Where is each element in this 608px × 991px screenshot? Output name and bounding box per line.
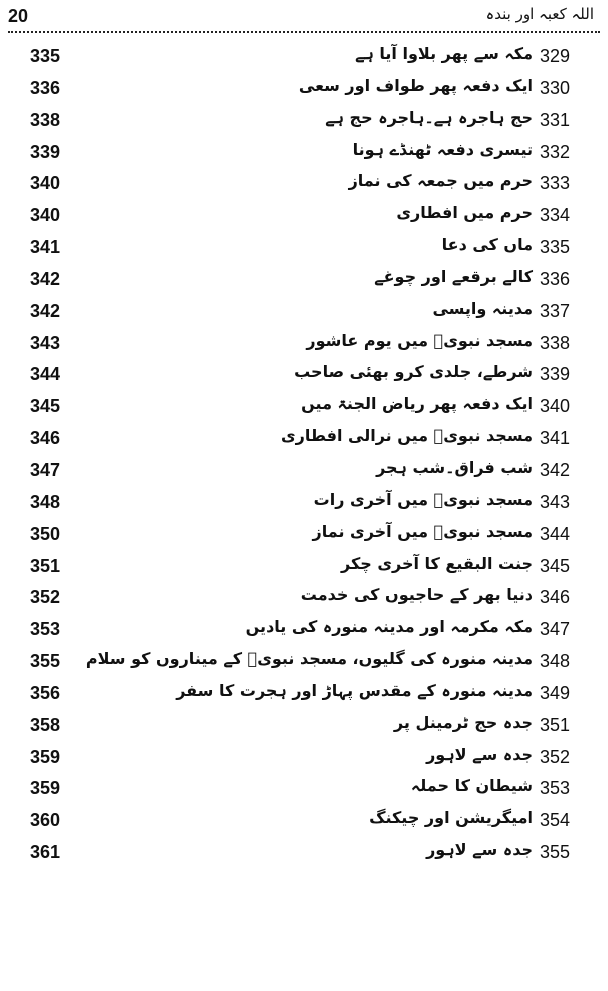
toc-chapter-number: 348 [540, 651, 571, 672]
toc-page-number: 350 [30, 523, 61, 544]
toc-chapter-number: 352 [540, 746, 571, 767]
table-of-contents [0, 44, 608, 872]
toc-row [0, 331, 608, 363]
toc-row [0, 267, 608, 299]
toc-chapter-number: 337 [540, 300, 571, 321]
toc-row [0, 617, 608, 649]
toc-row [0, 203, 608, 235]
toc-chapter-title: تیسری دفعہ ٹھنڈے ہونا [352, 139, 533, 159]
toc-chapter-title: مسجد نبویؐ میں آخری رات [313, 489, 533, 509]
toc-page-number: 361 [30, 842, 61, 863]
toc-chapter-number: 345 [540, 555, 571, 576]
toc-chapter-title: شرطے، جلدی کرو بھئی صاحب [294, 362, 533, 382]
toc-chapter-number: 335 [540, 237, 571, 258]
toc-row [0, 299, 608, 331]
toc-chapter-title: ایک دفعہ پھر طواف اور سعی [298, 75, 533, 95]
toc-chapter-title: دنیا بھر کے حاجیوں کی خدمت [300, 585, 533, 605]
toc-row [0, 745, 608, 777]
toc-page-number: 358 [30, 714, 61, 735]
toc-chapter-number: 346 [540, 587, 571, 608]
toc-page-number: 352 [30, 587, 61, 608]
toc-chapter-title: جدہ سے لاہور [426, 840, 533, 860]
toc-chapter-title: جدہ حج ٹرمینل پر [393, 712, 533, 732]
toc-page-number: 345 [30, 396, 61, 417]
toc-page-number: 347 [30, 459, 61, 480]
toc-row [0, 681, 608, 713]
toc-row [0, 776, 608, 808]
toc-chapter-title: حرم میں افطاری [396, 203, 533, 223]
toc-chapter-number: 354 [540, 810, 571, 831]
toc-chapter-title: کالے برقعے اور چوغے [374, 266, 533, 286]
toc-page-number: 348 [30, 491, 61, 512]
toc-row [0, 394, 608, 426]
toc-chapter-title: جنت البقیع کا آخری چکر [340, 553, 533, 573]
toc-chapter-number: 332 [540, 141, 571, 162]
toc-chapter-number: 344 [540, 523, 571, 544]
toc-chapter-number: 331 [540, 109, 571, 130]
toc-page-number: 335 [30, 46, 61, 66]
toc-chapter-number: 349 [540, 682, 571, 703]
toc-page-number: 338 [30, 109, 61, 130]
toc-chapter-number: 334 [540, 205, 571, 226]
toc-chapter-title: مسجد نبویؐ میں نرالی افطاری [281, 426, 533, 446]
toc-row [0, 140, 608, 172]
toc-page-number: 359 [30, 746, 61, 767]
toc-chapter-number: 341 [540, 428, 571, 449]
toc-page-number: 355 [30, 651, 61, 672]
toc-chapter-title: ایک دفعہ پھر ریاض الجنۃ میں [301, 394, 533, 414]
toc-page-number: 344 [30, 364, 61, 385]
toc-row [0, 76, 608, 108]
toc-chapter-number: 342 [540, 459, 571, 480]
toc-chapter-number: 329 [540, 46, 571, 66]
toc-chapter-title: حرم میں جمعہ کی نماز [348, 171, 533, 191]
toc-chapter-title: حج ہاجرہ ہے۔ہاجرہ حج ہے [325, 107, 533, 127]
toc-row [0, 490, 608, 522]
toc-row [0, 649, 608, 681]
toc-chapter-title: مسجد نبویؐ میں یوم عاشور [306, 330, 533, 350]
toc-chapter-number: 355 [540, 842, 571, 863]
toc-chapter-title: مکہ سے پھر بلاوا آیا ہے [355, 44, 533, 63]
toc-chapter-number: 353 [540, 778, 571, 799]
toc-row [0, 171, 608, 203]
toc-page-number: 351 [30, 555, 61, 576]
toc-page-number: 353 [30, 619, 61, 640]
toc-chapter-title: جدہ سے لاہور [426, 744, 533, 764]
toc-chapter-number: 347 [540, 619, 571, 640]
toc-row [0, 840, 608, 872]
toc-row [0, 235, 608, 267]
toc-chapter-number: 333 [540, 173, 571, 194]
toc-row [0, 554, 608, 586]
toc-chapter-number: 343 [540, 491, 571, 512]
toc-page-number: 340 [30, 173, 61, 194]
toc-chapter-title: شب فراق۔شب ہجر [376, 457, 533, 477]
toc-page-number: 341 [30, 237, 61, 258]
toc-page-number: 346 [30, 428, 61, 449]
page-number: 20 [8, 6, 29, 26]
toc-page-number: 343 [30, 332, 61, 353]
toc-row [0, 426, 608, 458]
toc-page-number: 356 [30, 682, 61, 703]
header-dotted-rule [8, 31, 600, 33]
toc-chapter-title: ماں کی دعا [441, 235, 533, 255]
toc-row [0, 522, 608, 554]
toc-row [0, 585, 608, 617]
toc-chapter-title: مدینہ واپسی [432, 298, 533, 318]
toc-page-number: 342 [30, 268, 61, 289]
toc-chapter-number: 330 [540, 77, 571, 98]
toc-page-number: 360 [30, 810, 61, 831]
toc-page-number: 336 [30, 77, 61, 98]
toc-chapter-title: امیگریشن اور چیکنگ [369, 808, 533, 828]
toc-chapter-title: مسجد نبویؐ میں آخری نماز [312, 521, 533, 541]
page-header [0, 0, 608, 34]
toc-page-number: 340 [30, 205, 61, 226]
running-title: اللہ کعبہ اور بندہ [485, 5, 594, 23]
toc-row [0, 108, 608, 140]
toc-row [0, 713, 608, 745]
toc-chapter-number: 336 [540, 268, 571, 289]
toc-chapter-number: 351 [540, 714, 571, 735]
toc-row [0, 362, 608, 394]
toc-row [0, 44, 608, 76]
toc-chapter-title: مدینہ منورہ کے مقدس پہاڑ اور ہجرت کا سفر [176, 680, 533, 700]
toc-chapter-title: مکہ مکرمہ اور مدینہ منورہ کی یادیں [245, 617, 533, 637]
toc-page-number: 342 [30, 300, 61, 321]
toc-chapter-number: 338 [540, 332, 571, 353]
toc-row [0, 458, 608, 490]
toc-chapter-number: 339 [540, 364, 571, 385]
toc-row [0, 808, 608, 840]
toc-chapter-title: شیطان کا حملہ [410, 776, 533, 796]
toc-chapter-title: مدینہ منورہ کی گلیوں، مسجد نبویؐ کے میناروں کو سلام [85, 649, 533, 669]
toc-page-number: 339 [30, 141, 61, 162]
toc-page-number: 359 [30, 778, 61, 799]
toc-chapter-number: 340 [540, 396, 571, 417]
